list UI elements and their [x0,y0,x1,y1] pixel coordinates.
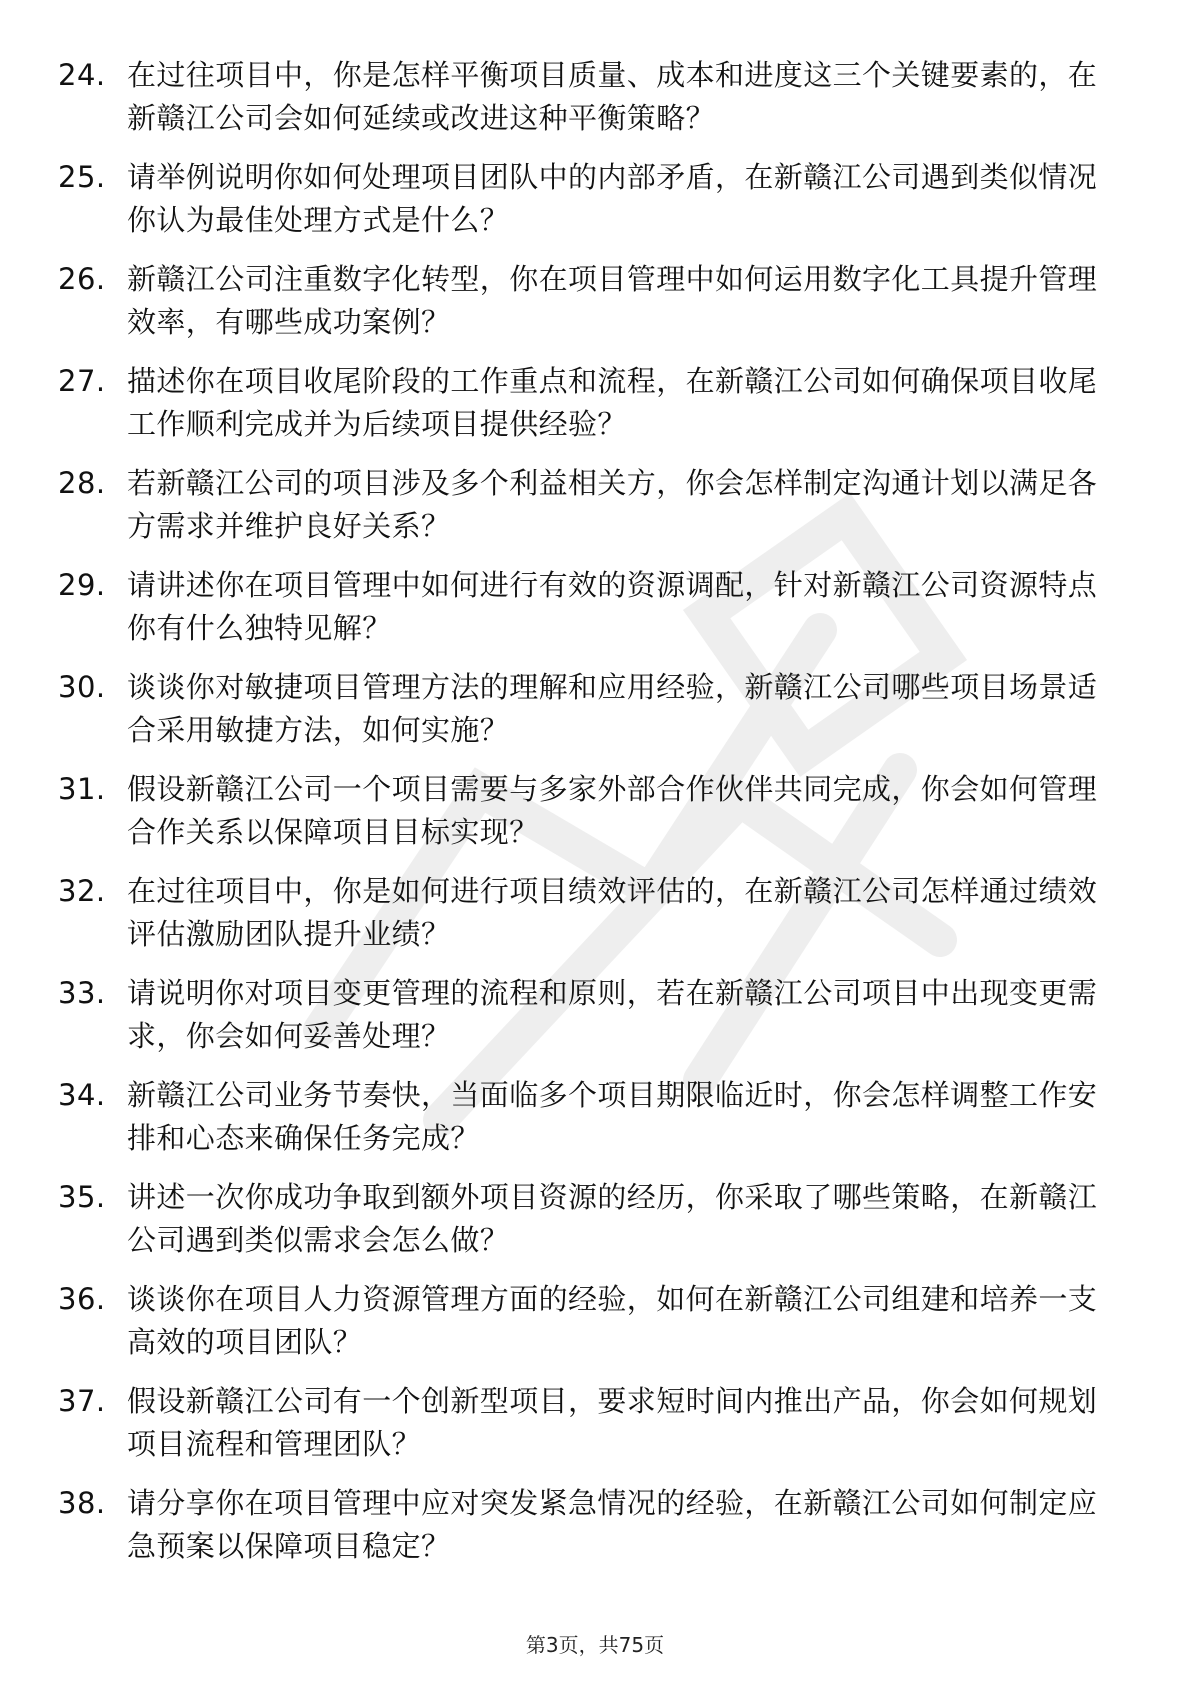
question-text: 讲述一次你成功争取到额外项目资源的经历，你采取了哪些策略，在新赣江公司遇到类似需求会怎么做？ [127,1180,1098,1257]
question-text: 假设新赣江公司一个项目需要与多家外部合作伙伴共同完成，你会如何管理合作关系以保障项目目标实现？ [127,772,1098,849]
question-item [58,462,1118,548]
question-number: 31. [58,772,106,806]
question-number: 25. [58,160,106,194]
question-item [58,564,1118,650]
question-item [58,870,1118,956]
question-text: 谈谈你对敏捷项目管理方法的理解和应用经验，新赣江公司哪些项目场景适合采用敏捷方法，如何实施？ [127,670,1098,747]
question-item [58,768,1118,854]
question-item [58,1278,1118,1364]
question-text: 新赣江公司业务节奏快，当面临多个项目期限临近时，你会怎样调整工作安排和心态来确保任务完成？ [127,1078,1098,1155]
question-text: 请讲述你在项目管理中如何进行有效的资源调配，针对新赣江公司资源特点你有什么独特见解？ [127,568,1098,645]
question-number: 35. [58,1180,106,1214]
question-item [58,258,1118,344]
question-number: 36. [58,1282,106,1316]
question-text: 请分享你在项目管理中应对突发紧急情况的经验，在新赣江公司如何制定应急预案以保障项目稳定？ [127,1486,1098,1563]
question-number: 27. [58,364,106,398]
question-number: 29. [58,568,106,602]
question-number: 38. [58,1486,106,1520]
question-item [58,666,1118,752]
question-item [58,360,1118,446]
question-item [58,1482,1118,1568]
question-text: 新赣江公司注重数字化转型，你在项目管理中如何运用数字化工具提升管理效率，有哪些成功案例？ [127,262,1098,339]
question-item [58,1176,1118,1262]
question-item [58,1380,1118,1466]
question-item [58,54,1118,140]
question-text: 在过往项目中，你是怎样平衡项目质量、成本和进度这三个关键要素的，在新赣江公司会如何延续或改进这种平衡策略？ [127,58,1098,135]
question-text: 在过往项目中，你是如何进行项目绩效评估的，在新赣江公司怎样通过绩效评估激励团队提升业绩？ [127,874,1098,951]
question-item [58,156,1118,242]
question-text: 谈谈你在项目人力资源管理方面的经验，如何在新赣江公司组建和培养一支高效的项目团队？ [127,1282,1098,1359]
question-list [58,54,1118,1584]
question-text: 假设新赣江公司有一个创新型项目，要求短时间内推出产品，你会如何规划项目流程和管理团队？ [127,1384,1098,1461]
question-number: 37. [58,1384,106,1418]
question-text: 描述你在项目收尾阶段的工作重点和流程，在新赣江公司如何确保项目收尾工作顺利完成并为后续项目提供经验？ [127,364,1098,441]
page-footer: 第3页，共75页 [525,1633,665,1657]
question-number: 30. [58,670,106,704]
question-text: 若新赣江公司的项目涉及多个利益相关方，你会怎样制定沟通计划以满足各方需求并维护良好关系？ [127,466,1098,543]
question-number: 28. [58,466,106,500]
question-text: 请说明你对项目变更管理的流程和原则，若在新赣江公司项目中出现变更需求，你会如何妥善处理？ [127,976,1098,1053]
question-item [58,1074,1118,1160]
question-number: 34. [58,1078,106,1112]
question-number: 32. [58,874,106,908]
question-number: 24. [58,58,106,92]
question-item [58,972,1118,1058]
question-number: 33. [58,976,106,1010]
question-text: 请举例说明你如何处理项目团队中的内部矛盾，在新赣江公司遇到类似情况你认为最佳处理方式是什么？ [127,160,1098,237]
question-number: 26. [58,262,106,296]
